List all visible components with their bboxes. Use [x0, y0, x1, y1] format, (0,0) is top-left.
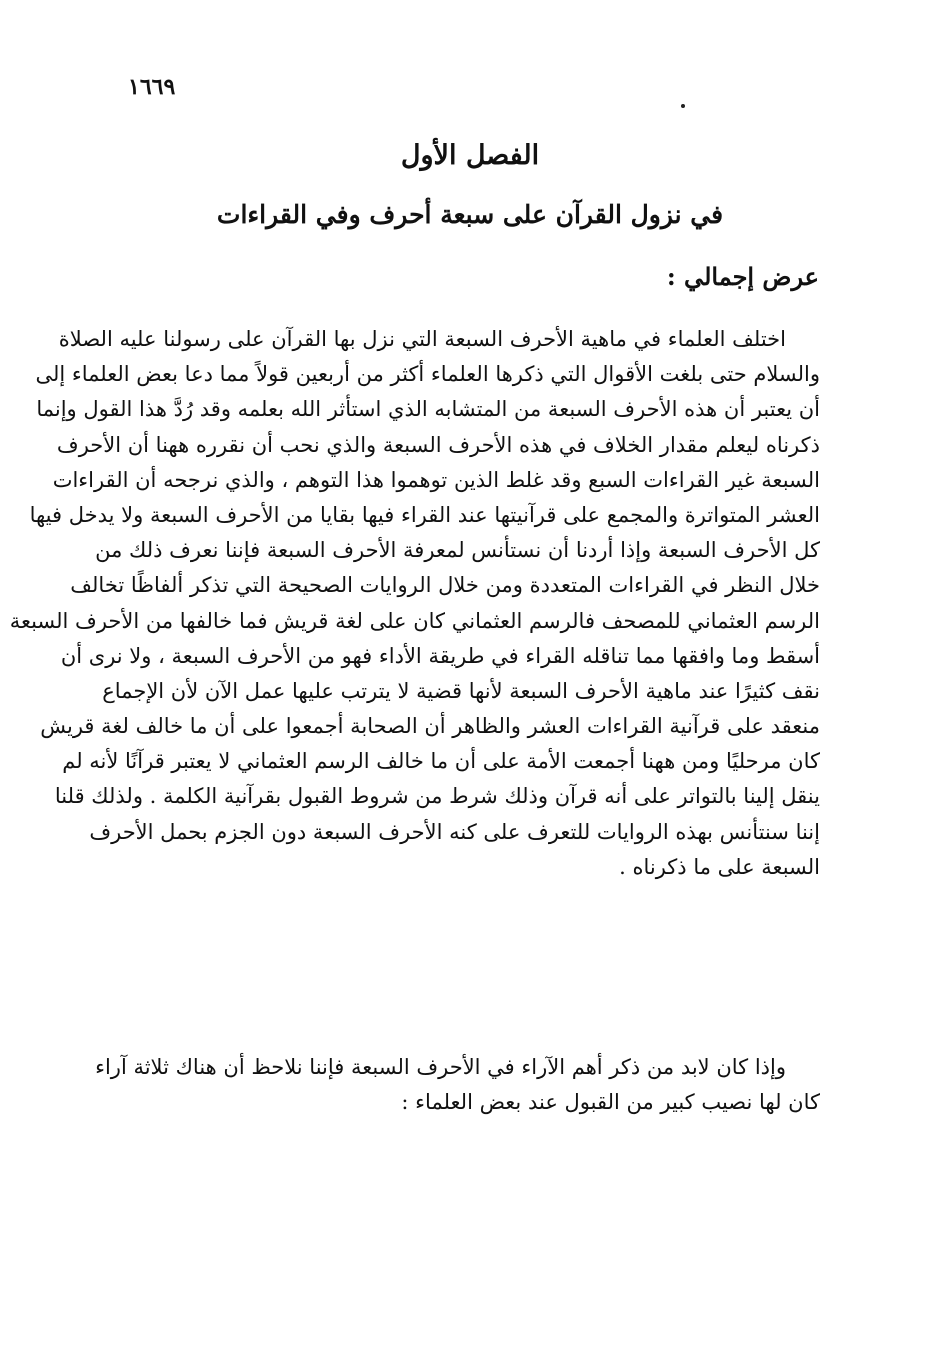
page-number: ١٦٦٩	[128, 74, 176, 100]
paragraph-line: السبعة غير القراءات السبع وقد غلط الذين توهموا هذا التوهم ، والذي نرجحه أن القراءات	[52, 467, 820, 492]
paragraph-line: أن يعتبر أن هذه الأحرف السبعة من المتشابه الذي استأثر الله بعلمه وقد رُدَّ هذا القول وإنما	[36, 397, 820, 422]
body-paragraph-1	[9, 322, 820, 885]
paragraph-line: والسلام حتى بلغت الأقوال التي ذكرها العلماء أكثر من أربعين قولاً مما دعا بعض العلماء إلى	[35, 362, 820, 387]
paragraph-line: أسقط وما وافقها مما تناقله القراء في طريقة الأداء فهو من الأحرف السبعة ، ولا نرى أن	[60, 643, 820, 668]
paragraph-line: العشر المتواترة والمجمع على قرآنيتها عند القراء فيها بقايا من الأحرف السبعة ولا يدخل فيها	[29, 502, 820, 527]
body-paragraph-2	[95, 1050, 820, 1120]
paragraph-line: إننا سنتأنس بهذه الروايات للتعرف على كنه الأحرف السبعة دون الجزم بحمل الأحرف	[89, 819, 820, 844]
paragraph-line: ذكرناه ليعلم مقدار الخلاف في هذه الأحرف السبعة والذي نحب أن نقرره ههنا أن الأحرف	[56, 432, 820, 457]
chapter-subtitle: في نزول القرآن على سبعة أحرف وفي القراءات	[216, 200, 724, 229]
paragraph-line: كان مرحليًا ومن ههنا أجمعت الأمة على أن ما خالف الرسم العثماني لا يعتبر قرآنًا لأنه لم	[62, 749, 820, 774]
paragraph-line: نقف كثيرًا عند ماهية الأحرف السبعة لأنها قضية لا يترتب عليها عمل الآن لأن الإجماع	[102, 678, 820, 703]
paragraph-line: السبعة على ما ذكرناه .	[619, 854, 820, 879]
paragraph-line: كان لها نصيب كبير من القبول عند بعض العلماء :	[401, 1090, 820, 1115]
paragraph-line: الرسم العثماني للمصحف فالرسم العثماني كان على لغة قريش فما خالفها من الأحرف السبعة	[9, 608, 820, 633]
section-heading: عرض إجمالي :	[666, 262, 819, 291]
paragraph-line: ينقل إلينا بالتواتر على أنه قرآن وذلك شرط من شروط القبول بقرآنية الكلمة . ولذلك قلنا	[54, 784, 820, 809]
scan-speck	[681, 104, 685, 108]
paragraph-line: كل الأحرف السبعة وإذا أردنا أن نستأنس لمعرفة الأحرف السبعة فإننا نعرف ذلك من	[95, 538, 820, 563]
paragraph-line: وإذا كان لابد من ذكر أهم الآراء في الأحرف السبعة فإننا نلاحظ أن هناك ثلاثة آراء	[95, 1055, 786, 1079]
paragraph-line: اختلف العلماء في ماهية الأحرف السبعة التي نزل بها القرآن على رسولنا عليه الصلاة	[58, 327, 786, 351]
paragraph-line: منعقد على قرآنية القراءات العشر والظاهر أن الصحابة أجمعوا على أن ما خالف لغة قريش	[40, 714, 820, 739]
chapter-title: الفصل الأول	[400, 140, 540, 171]
paragraph-line: خلال النظر في القراءات المتعددة ومن خلال الروايات الصحيحة التي تذكر ألفاظًا تخالف	[70, 573, 820, 598]
